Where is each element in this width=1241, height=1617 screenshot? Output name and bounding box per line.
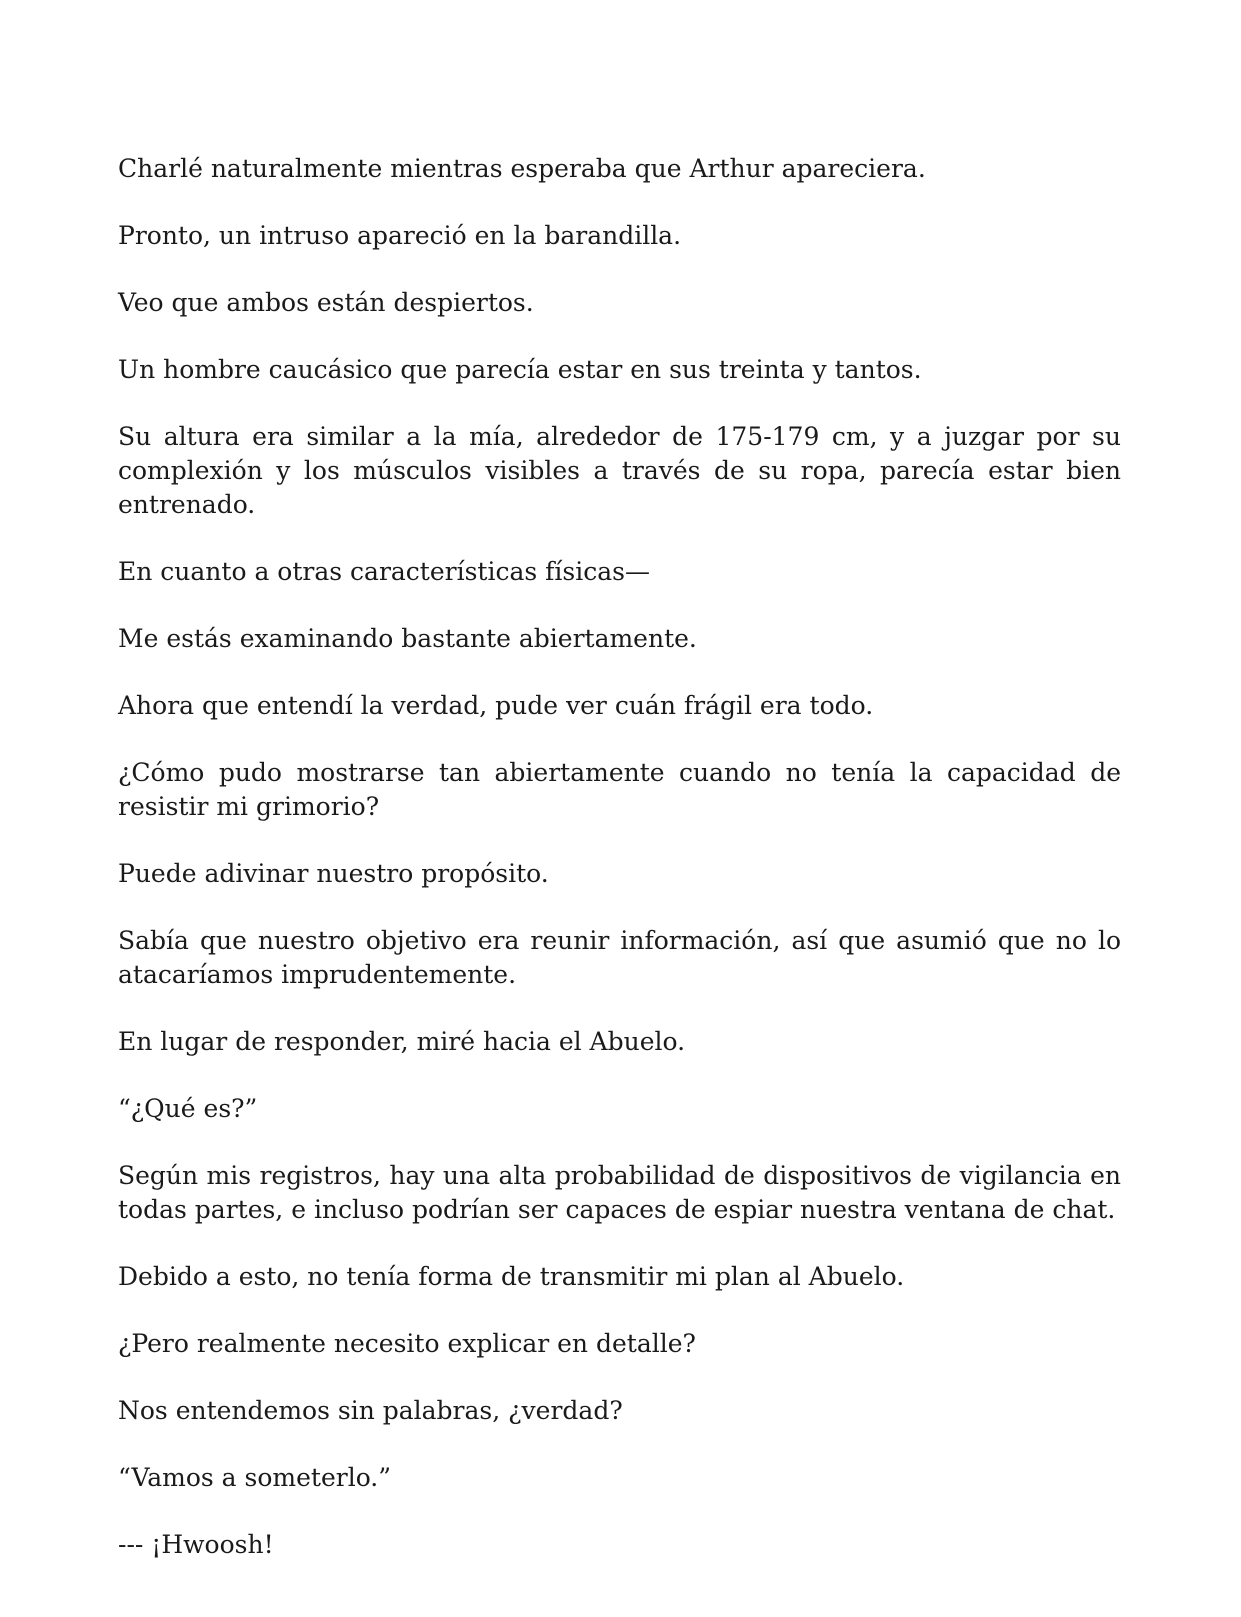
paragraph: “Vamos a someterlo.” bbox=[118, 1463, 392, 1492]
paragraph: --- ¡Hwoosh! bbox=[118, 1530, 274, 1559]
paragraph: En cuanto a otras características físicas— bbox=[118, 557, 650, 586]
document-body bbox=[118, 152, 1121, 1595]
paragraph: Pronto, un intruso apareció en la barandilla. bbox=[118, 221, 682, 250]
paragraph: En lugar de responder, miré hacia el Abuelo. bbox=[118, 1027, 686, 1056]
paragraph: Puede adivinar nuestro propósito. bbox=[118, 859, 549, 888]
paragraph: Debido a esto, no tenía forma de transmitir mi plan al Abuelo. bbox=[118, 1262, 905, 1291]
paragraph: ¿Cómo pudo mostrarse tan abiertamente cuando no tenía la capacidad de resistir mi grimorio? bbox=[118, 758, 1121, 821]
paragraph: Sabía que nuestro objetivo era reunir información, así que asumió que no lo atacaríamos imprudentemente. bbox=[118, 926, 1121, 989]
paragraph: Me estás examinando bastante abiertamente. bbox=[118, 624, 697, 653]
paragraph: Un hombre caucásico que parecía estar en sus treinta y tantos. bbox=[118, 355, 922, 384]
paragraph: Veo que ambos están despiertos. bbox=[118, 288, 534, 317]
paragraph: Charlé naturalmente mientras esperaba que Arthur apareciera. bbox=[118, 154, 926, 183]
paragraph: “¿Qué es?” bbox=[118, 1094, 258, 1123]
paragraph: Según mis registros, hay una alta probabilidad de dispositivos de vigilancia en todas partes, e incluso podrían ser capaces de espiar nuestra ventana de chat. bbox=[118, 1161, 1121, 1224]
paragraph: Nos entendemos sin palabras, ¿verdad? bbox=[118, 1396, 623, 1425]
paragraph: Ahora que entendí la verdad, pude ver cuán frágil era todo. bbox=[118, 691, 874, 720]
paragraph: ¿Pero realmente necesito explicar en detalle? bbox=[118, 1329, 696, 1358]
paragraph: Su altura era similar a la mía, alrededor de 175-179 cm, y a juzgar por su complexión y los músculos visibles a través de su ropa, parecía estar bien entrenado. bbox=[118, 422, 1121, 519]
